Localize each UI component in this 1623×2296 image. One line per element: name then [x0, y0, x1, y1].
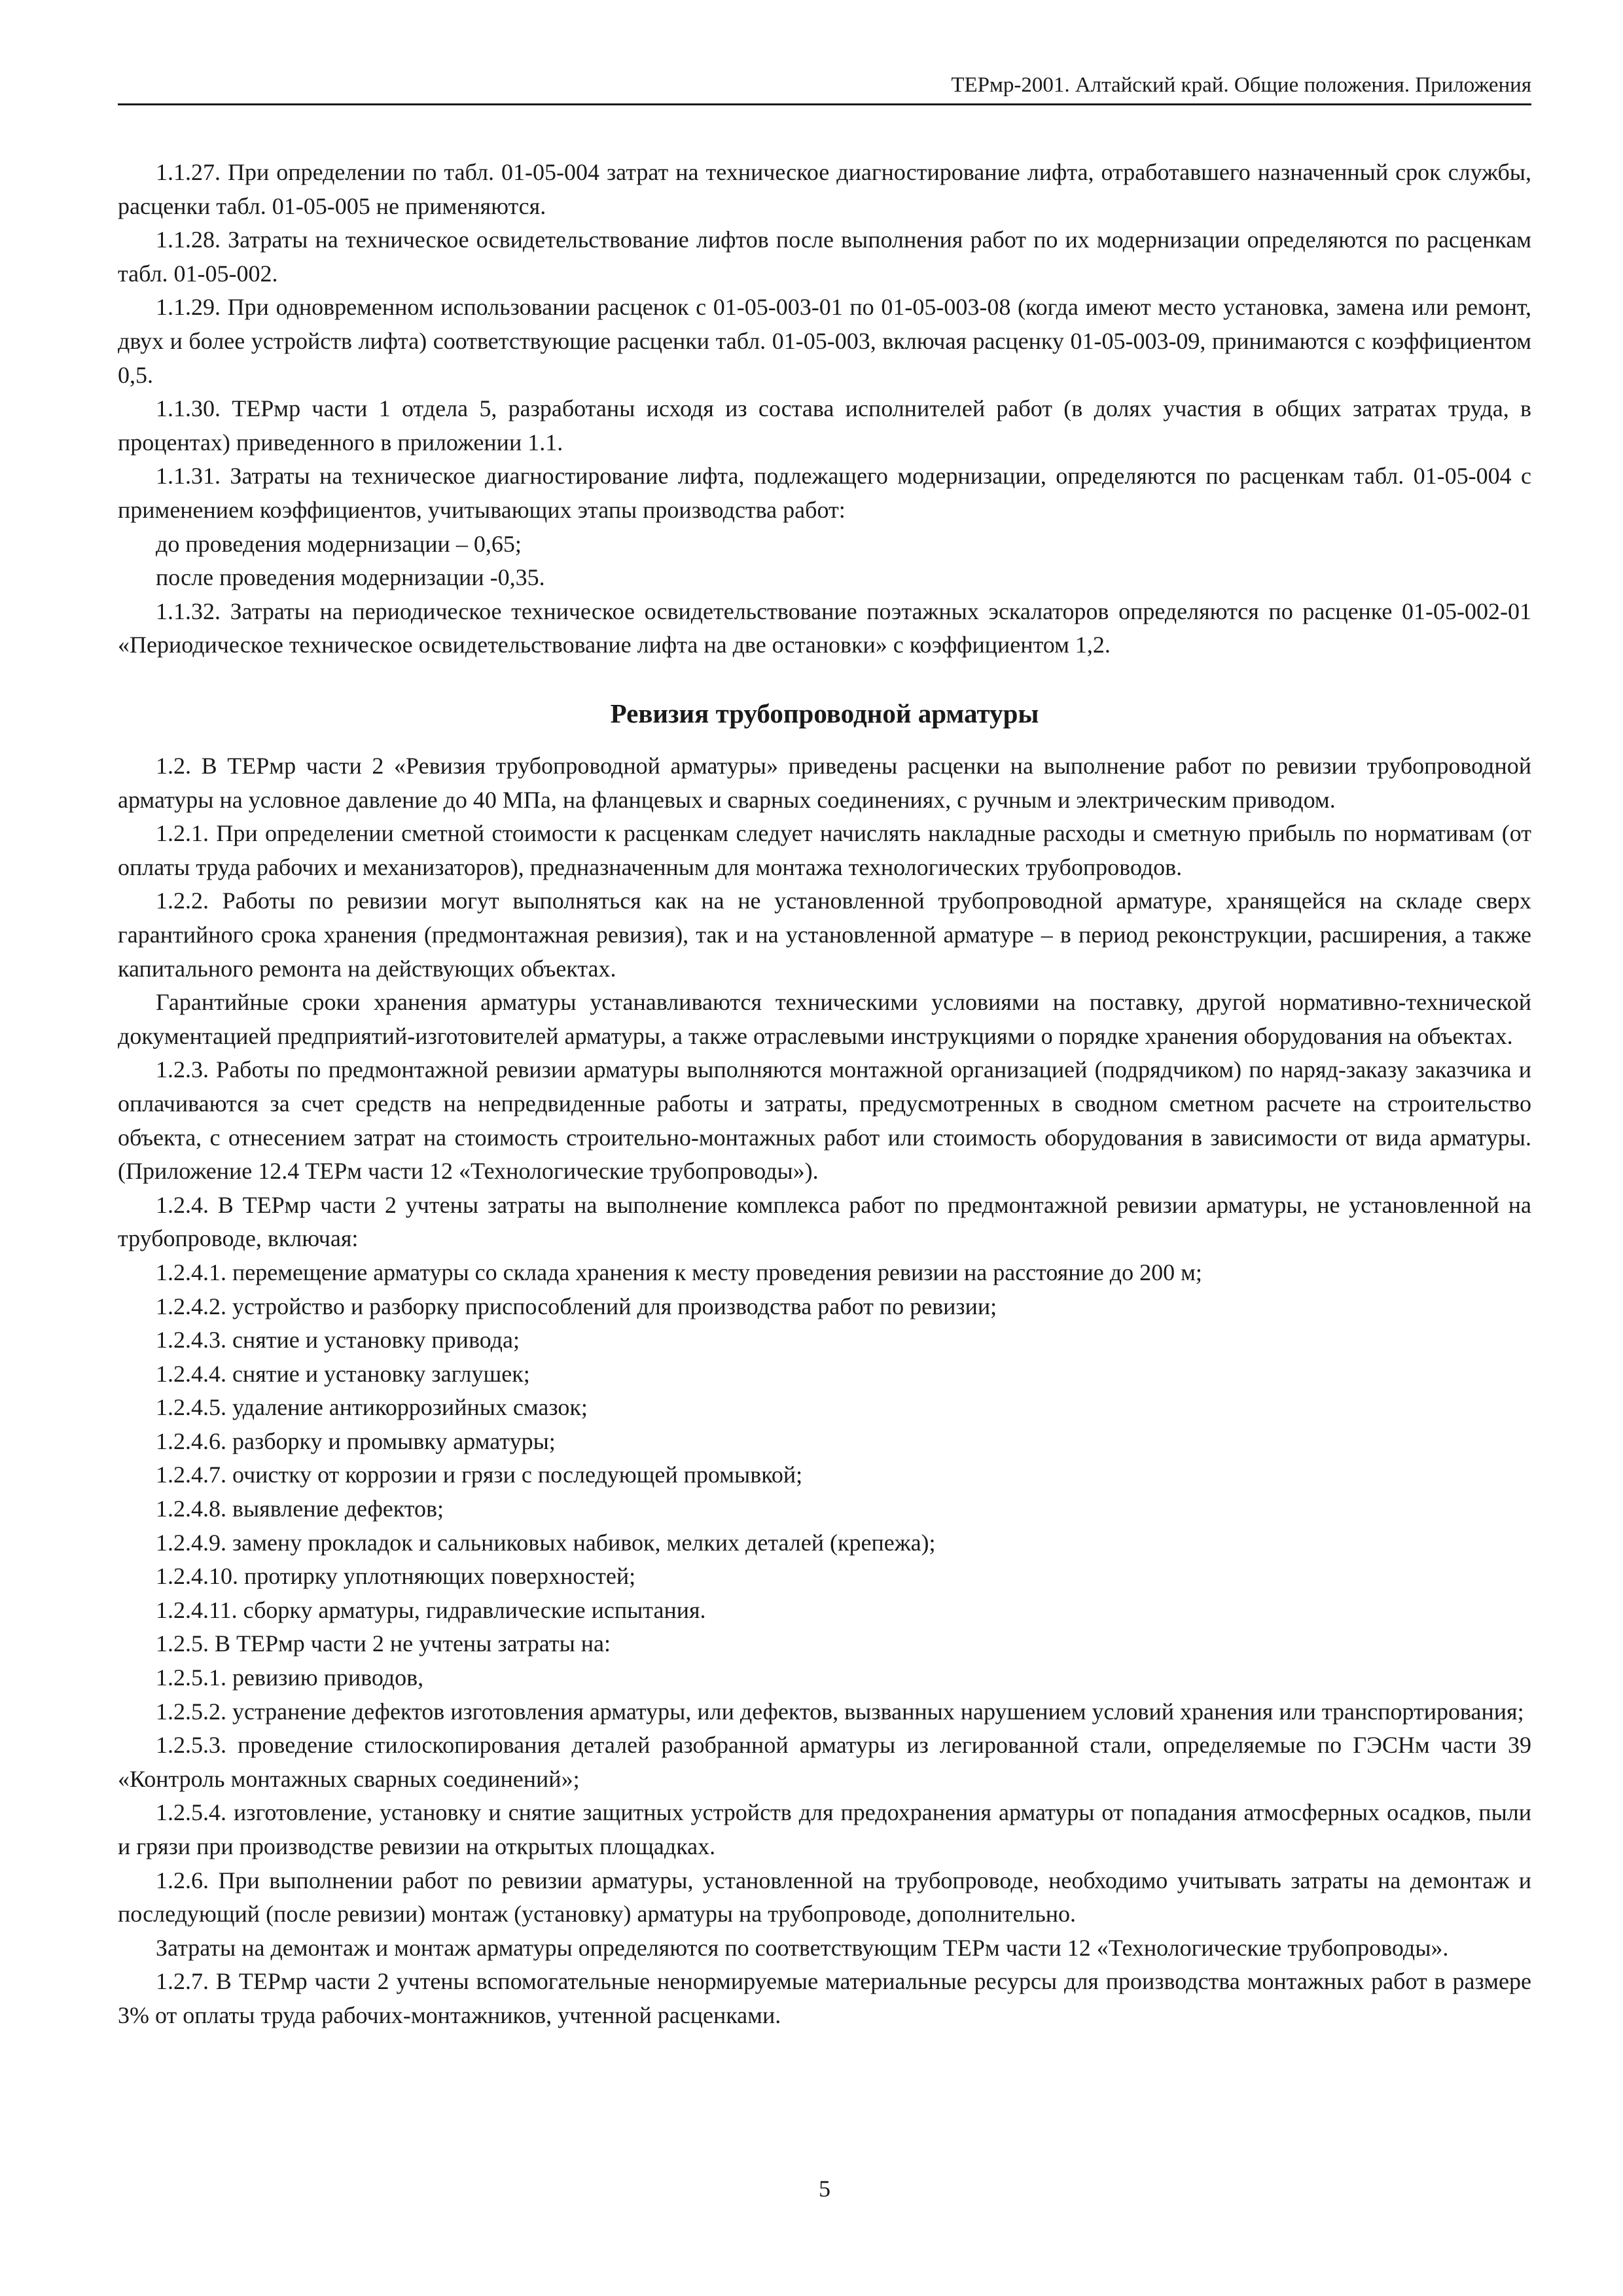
- paragraph: 1.1.32. Затраты на периодическое техническое освидетельствование поэтажных эскалаторов определяются по расценке 01-05-002-01 «Периодическое техническое освидетельствование лифта на две остановки» с коэффициентом 1,2.: [118, 598, 1531, 658]
- list-item: 1.2.4.5. удаление антикоррозийных смазок;: [156, 1394, 588, 1421]
- paragraph: 1.2. В ТЕРмр части 2 «Ревизия трубопроводной арматуры» приведены расценки на выполнение работ по ревизии трубопроводной арматуры на условное давление до 40 МПа, на фланцевых и сварных соединениях, с ручным и электрическим приводом.: [118, 753, 1531, 813]
- list-item: 1.2.4.6. разборку и промывку арматуры;: [156, 1427, 556, 1454]
- paragraph: 1.2.3. Работы по предмонтажной ревизии арматуры выполняются монтажной организацией (подрядчиком) по наряд-заказу заказчика и оплачиваются за счет средств на непредвиденные работы и затраты, предусмотренных в сводном сметном расчете на строительство объекта, с отнесением затрат на стоимость строительно-монтажных работ или стоимость оборудования в зависимости от вида арматуры. (Приложение 12.4 ТЕРм части 12 «Технологические трубопроводы»).: [118, 1056, 1531, 1185]
- paragraph: 1.2.6. При выполнении работ по ревизии арматуры, установленной на трубопроводе, необходимо учитывать затраты на демонтаж и последующий (после ревизии) монтаж (установку) арматуры на трубопроводе, дополнительно.: [118, 1867, 1531, 1928]
- list-item: 1.2.4.3. снятие и установку привода;: [156, 1327, 520, 1354]
- paragraph: 1.2.1. При определении сметной стоимости к расценкам следует начислять накладные расходы и сметную прибыль по нормативам (от оплаты труда рабочих и механизаторов), предназначенным для монтажа технологических трубопроводов.: [118, 820, 1531, 880]
- paragraph: 1.1.27. При определении по табл. 01-05-004 затрат на техническое диагностирование лифта, отработавшего назначенный срок службы, расценки табл. 01-05-005 не применяются.: [118, 159, 1531, 219]
- header-rule: [118, 103, 1531, 105]
- paragraph: Затраты на демонтаж и монтаж арматуры определяются по соответствующим ТЕРм части 12 «Технологические трубопроводы».: [156, 1934, 1449, 1961]
- list-item: 1.2.4.7. очистку от коррозии и грязи с последующей промывкой;: [156, 1462, 803, 1488]
- paragraph: до проведения модернизации – 0,65;: [156, 530, 522, 557]
- list-item: 1.2.5.3. проведение стилоскопирования деталей разобранной арматуры из легированной стали, определяемые по ГЭСНм части 39 «Контроль монтажных сварных соединений»;: [118, 1732, 1531, 1792]
- paragraph: после проведения модернизации -0,35.: [156, 564, 545, 591]
- list-item: 1.2.4.1. перемещение арматуры со склада хранения к месту проведения ревизии на расстояние до 200 м;: [156, 1259, 1202, 1285]
- paragraph: 1.1.29. При одновременном использовании расценок с 01-05-003-01 по 01-05-003-08 (когда имеют место установка, замена или ремонт, двух и более устройств лифта) соответствующие расценки табл. 01-05-003, включая расценку 01-05-003-09, принимаются с коэффициентом 0,5.: [118, 294, 1531, 388]
- list-item: 1.2.5.2. устранение дефектов изготовления арматуры, или дефектов, вызванных нарушением условий хранения или транспортирования;: [156, 1698, 1524, 1725]
- list-item: 1.2.4.2. устройство и разборку приспособлений для производства работ по ревизии;: [156, 1293, 997, 1319]
- list-item: 1.2.4.11. сборку арматуры, гидравлические испытания.: [156, 1596, 706, 1623]
- list-item: 1.2.4.4. снятие и установку заглушек;: [156, 1360, 530, 1387]
- list-item: 1.2.4.9. замену прокладок и сальниковых набивок, мелких деталей (крепежа);: [156, 1529, 936, 1556]
- paragraph: 1.2.5. В ТЕРмр части 2 не учтены затраты на:: [156, 1630, 611, 1657]
- lift-section-body: [118, 156, 1531, 662]
- section-heading: Ревизия трубопроводной арматуры: [610, 698, 1039, 728]
- running-header: ТЕРмр-2001. Алтайский край. Общие положения. Приложения: [951, 73, 1531, 97]
- paragraph: 1.1.31. Затраты на техническое диагностирование лифта, подлежащего модернизации, определяются по расценкам табл. 01-05-004 с применением коэффициентов, учитывающих этапы производства работ:: [118, 463, 1531, 523]
- page-number: 5: [819, 2176, 830, 2202]
- paragraph: 1.2.2. Работы по ревизии могут выполняться как на не установленной трубопроводной арматуре, хранящейся на складе сверх гарантийного срока хранения (предмонтажная ревизия), так и на установленной арматуре – в период реконструкции, расширения, а также капитального ремонта на действующих объектах.: [118, 888, 1531, 982]
- valve-revision-section-body: [118, 749, 1531, 2033]
- paragraph: Гарантийные сроки хранения арматуры устанавливаются техническими условиями на поставку, другой нормативно-технической документацией предприятий-изготовителей арматуры, а также отраслевыми инструкциями о порядке хранения оборудования на объектах.: [118, 989, 1531, 1049]
- paragraph: 1.1.28. Затраты на техническое освидетельствование лифтов после выполнения работ по их модернизации определяются по расценкам табл. 01-05-002.: [118, 226, 1531, 287]
- list-item: 1.2.4.10. протирку уплотняющих поверхностей;: [156, 1563, 636, 1590]
- list-item: 1.2.5.4. изготовление, установку и снятие защитных устройств для предохранения арматуры от попадания атмосферных осадков, пыли и грязи при производстве ревизии на открытых площадках.: [118, 1799, 1531, 1859]
- list-item: 1.2.5.1. ревизию приводов,: [156, 1664, 424, 1691]
- list-item: 1.2.4.8. выявление дефектов;: [156, 1496, 444, 1522]
- paragraph: 1.2.4. В ТЕРмр части 2 учтены затраты на выполнение комплекса работ по предмонтажной ревизии арматуры, не установленной на трубопроводе, включая:: [118, 1191, 1531, 1252]
- paragraph: 1.1.30. ТЕРмр части 1 отдела 5, разработаны исходя из состава исполнителей работ (в долях участия в общих затратах труда, в процентах) приведенного в приложении 1.1.: [118, 395, 1531, 456]
- paragraph: 1.2.7. В ТЕРмр части 2 учтены вспомогательные ненормируемые материальные ресурсы для производства монтажных работ в размере 3% от оплаты труда рабочих-монтажников, учтенной расценками.: [118, 1968, 1531, 2028]
